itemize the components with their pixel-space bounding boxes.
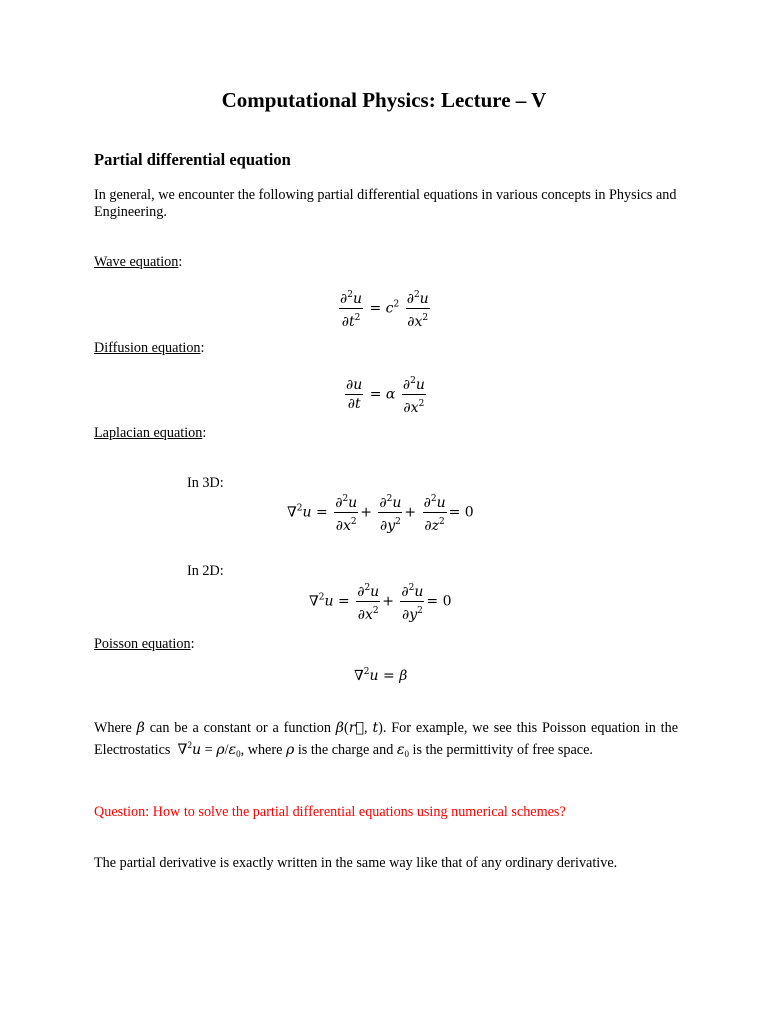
laplacian-equation-title: Laplacian equation	[94, 425, 203, 441]
poisson-explanation: Where β can be a constant or a function β(r⃗, t). For example, we see this Poisson equation in the Electrostatics $\nabla^2u = \rho/\varepsilon_0$, where ρ is the charge and $\varepsilon_0$ is the permittivity of free space.	[94, 720, 678, 759]
diffusion-equation-label	[94, 340, 204, 357]
wave-equation-formula: $\frac{\partial^2u}{\partial t^2}$ = $c^2$ $\frac{\partial^2u}{\partial x^2}$	[337, 286, 432, 331]
in-2d-label: In 2D:	[187, 563, 224, 579]
laplacian-3d-formula: ∇$^2$u = $\frac{\partial^2u}{\partial x^2}$ + $\frac{\partial^2u}{\partial y^2}$ + $\frac{\partial^2u}{\partial z^2}$ = 0	[287, 490, 474, 535]
closing-paragraph: The partial derivative is exactly written in the same way like that of any ordinary derivative.	[94, 855, 618, 871]
wave-equation-title: Wave equation	[94, 254, 179, 270]
explanation-text-3: , where	[240, 742, 283, 758]
question-text: Question: How to solve the partial differential equations using numerical schemes?	[94, 804, 566, 820]
colon: :	[178, 254, 183, 270]
laplacian-equation-label	[94, 425, 206, 442]
wave-equation-label	[94, 254, 182, 271]
in-3d-label: In 3D:	[187, 475, 224, 491]
section-heading: Partial differential equation	[94, 150, 291, 169]
poisson-equation-label	[94, 636, 195, 653]
colon: :	[190, 636, 195, 652]
explanation-text-2: . For example, we see this Poisson equation in the Electrostatics	[94, 720, 678, 758]
colon: :	[200, 340, 205, 356]
poisson-equation-title: Poisson equation	[94, 636, 191, 652]
diffusion-equation-title: Diffusion equation	[94, 340, 201, 356]
explanation-text-4: is the charge and	[297, 742, 394, 758]
explanation-text-5: is the permittivity of free space.	[412, 742, 593, 758]
colon: :	[202, 425, 207, 441]
poisson-formula: ∇$^2$u = β	[354, 667, 408, 684]
laplacian-2d-formula: ∇$^2$u = $\frac{\partial^2u}{\partial x^2}$ + $\frac{\partial^2u}{\partial y^2}$ = 0	[309, 579, 452, 624]
where-text: Where	[94, 720, 132, 736]
page-title: Computational Physics: Lecture – V	[221, 88, 547, 112]
diffusion-equation-formula: $\frac{\partial u}{\partial t}$ = α $\frac{\partial^2u}{\partial x^2}$	[343, 372, 428, 417]
intro-paragraph: In general, we encounter the following partial differential equations in various concepts in Physics and Engineering.	[94, 187, 677, 220]
explanation-text-1: can be a constant or a function	[149, 720, 331, 736]
